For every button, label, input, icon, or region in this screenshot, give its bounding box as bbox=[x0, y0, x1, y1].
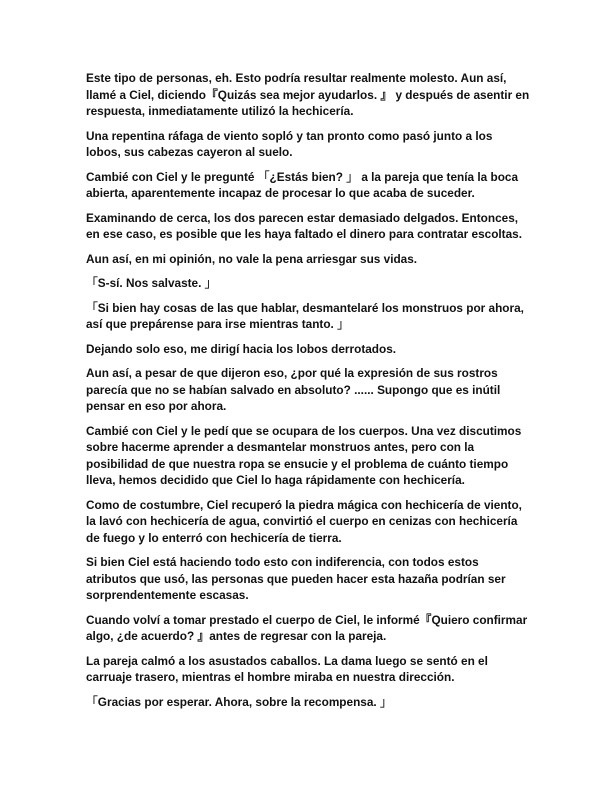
paragraph: Si bien Ciel está haciendo todo esto con indiferencia, con todos estos atributos que usó, las personas que pueden hacer esta hazaña podrían ser sorprendentemente escasas. bbox=[86, 555, 506, 602]
paragraph: Este tipo de personas, eh. Esto podría resultar realmente molesto. Aun así, llamé a Ciel, diciendo『Quizás sea mejor ayudarlos. 』 y después de asentir en respuesta, inmediatamente utilizó la hechicería. bbox=[86, 71, 530, 118]
paragraph: Una repentina ráfaga de viento sopló y tan pronto como pasó junto a los lobos, sus cabezas cayeron al suelo. bbox=[86, 128, 493, 159]
dialogue-paragraph: 「Gracias por esperar. Ahora, sobre la recompensa. 」 bbox=[86, 694, 392, 709]
paragraph: Cambié con Ciel y le pedí que se ocupara de los cuerpos. Una vez discutimos sobre hacerme aprender a desmantelar monstruos antes, pero con la posibilidad de que nuestra ropa se ensucie y el problema de cuánto tiempo lleva, hemos decidido que Ciel lo haga rápidamente con hechicería. bbox=[86, 423, 522, 487]
paragraph: Aun así, a pesar de que dijeron eso, ¿por qué la expresión de sus rostros parecía que no se habían salvado en absoluto? ...... Supongo que es inútil pensar en eso por ahora. bbox=[86, 366, 501, 413]
document-page bbox=[86, 70, 530, 718]
paragraph: La pareja calmó a los asustados caballos. La dama luego se sentó en el carruaje trasero, mientras el hombre miraba en nuestra dirección. bbox=[86, 653, 488, 684]
dialogue-paragraph: 「S-sí. Nos salvaste. 」 bbox=[86, 276, 217, 290]
paragraph: Como de costumbre, Ciel recuperó la piedra mágica con hechicería de viento, la lavó con hechicería de agua, convirtió el cuerpo en cenizas con hechicería de fuego y lo enterró con hechicería de tierra. bbox=[86, 497, 522, 545]
paragraph: Cambié con Ciel y le pregunté 「¿Estás bien? 」 a la pareja que tenía la boca abierta, aparentemente incapaz de procesar lo que acaba de suceder. bbox=[86, 169, 519, 200]
paragraph: Examinando de cerca, los dos parecen estar demasiado delgados. Entonces, en ese caso, es posible que les haya faltado el dinero para contratar escoltas. bbox=[86, 210, 523, 241]
paragraph: Cuando volví a tomar prestado el cuerpo de Ciel, le informé『Quiero confirmar algo, ¿de acuerdo? 』antes de regresar con la pareja. bbox=[86, 612, 528, 643]
paragraph: Dejando solo eso, me dirigí hacia los lobos derrotados. bbox=[86, 341, 397, 356]
paragraph: Aun así, en mi opinión, no vale la pena arriesgar sus vidas. bbox=[86, 251, 418, 266]
dialogue-paragraph: 「Si bien hay cosas de las que hablar, desmantelaré los monstruos por ahora, así que prepárense para irse mientras tanto. 」 bbox=[86, 300, 524, 331]
